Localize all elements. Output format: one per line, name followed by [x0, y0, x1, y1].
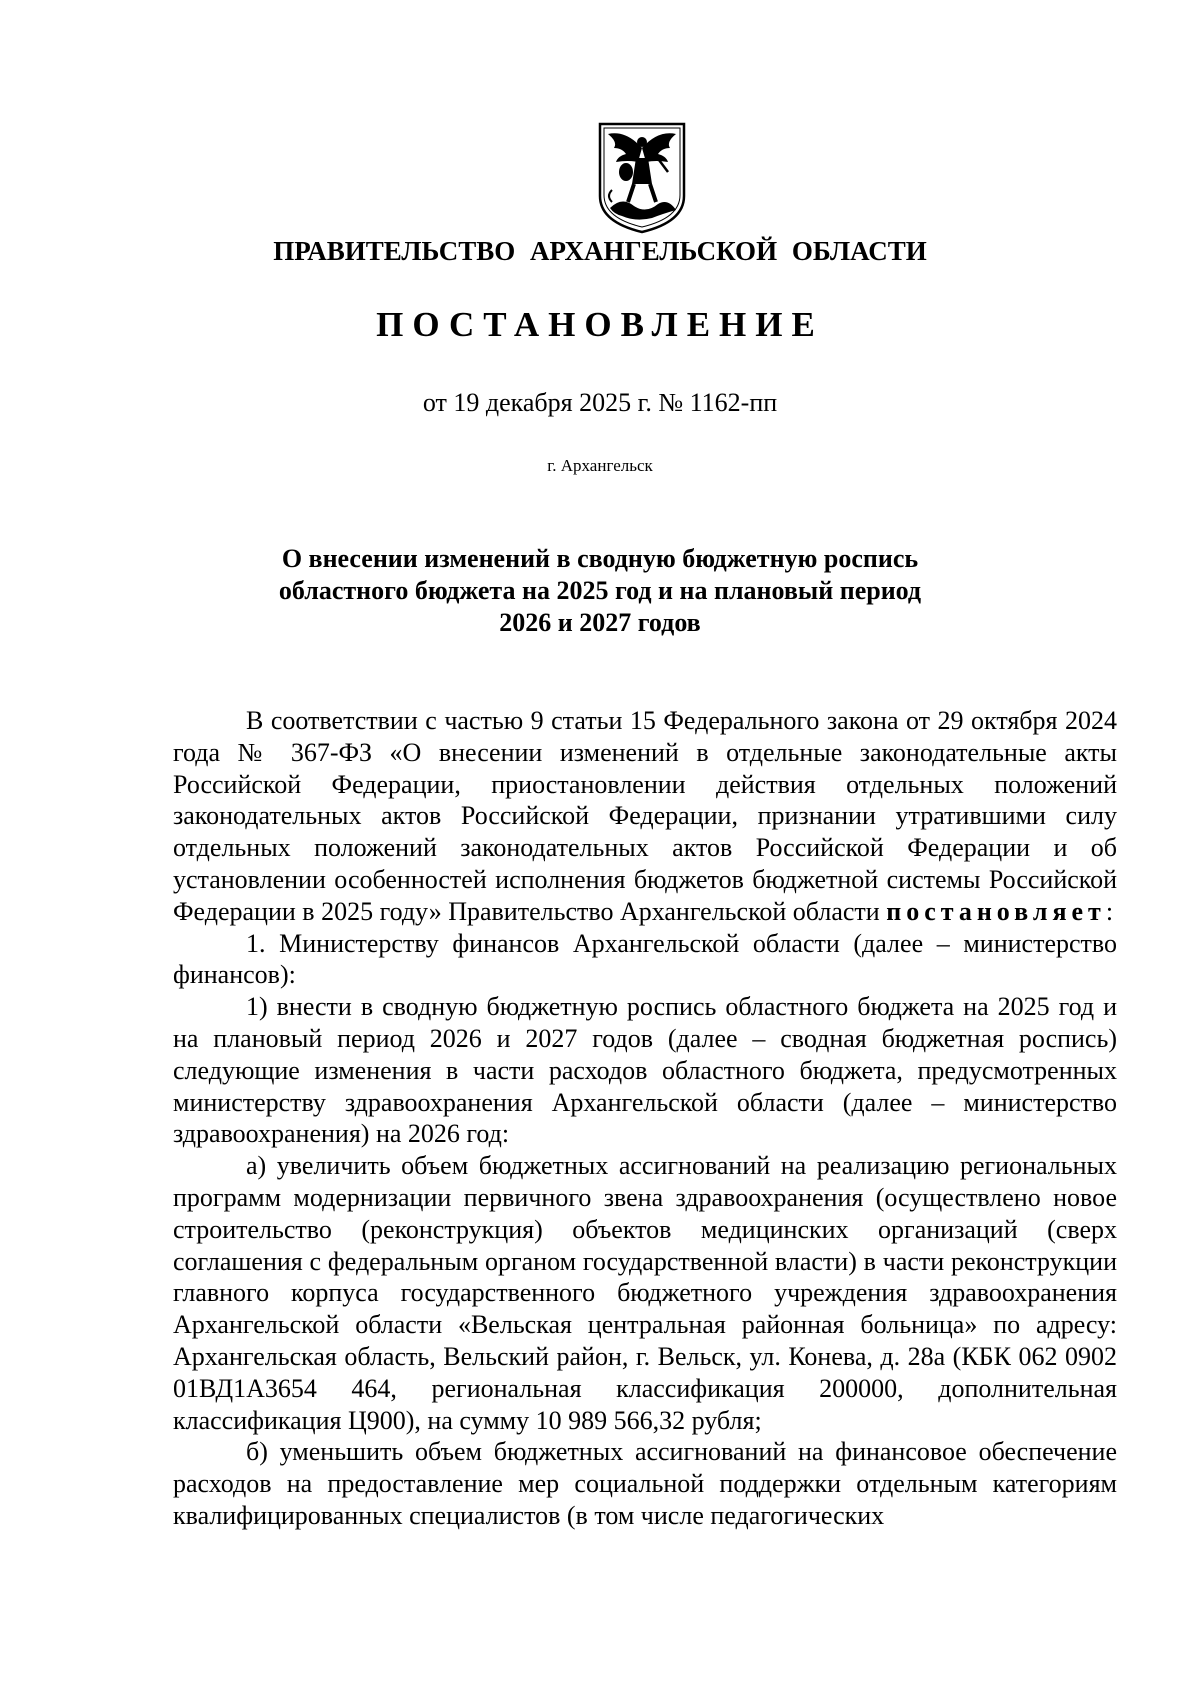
item-1-1-paragraph: 1) внести в сводную бюджетную роспись областного бюджета на 2025 год и на плановый период 2026 и 2027 годов (далее – сводная бюджетная роспись) следующие изменения в части расходов областного бюджета, предусмотренных министерству здравоохранения Архангельской области (далее – министерство здравоохранения) на 2026 год: — [173, 992, 1117, 1149]
document-title — [200, 543, 1000, 639]
preamble-text: В соответствии с частью 9 статьи 15 Федерального закона от 29 октября 2024 года № 367-ФЗ «О внесении изменений в отдельные законодательные акты Российской Федерации, приостановлении действия отдельных положений законодательных актов Российской Федерации, признании утратившими силу отдельных положений законодательных актов Российской Федерации и об установлении особенностей исполнения бюджетов бюджетной системы Российской Федерации в 2025 году» Правительство Архангельской области — [173, 706, 1117, 926]
organization-name: ПРАВИТЕЛЬСТВО АРХАНГЕЛЬСКОЙ ОБЛАСТИ — [273, 236, 927, 266]
document-title-line: областного бюджета на 2025 год и на плановый период — [278, 576, 922, 605]
preamble-paragraph — [173, 705, 1117, 928]
decree-colon: : — [1105, 896, 1114, 926]
arkhangelsk-coat-of-arms-icon — [592, 118, 692, 236]
document-title-line: О внесении изменений в сводную бюджетную роспись — [281, 544, 919, 573]
item-a-paragraph: а) увеличить объем бюджетных ассигнований на реализацию региональных программ модернизации первичного звена здравоохранения (осуществлено новое строительство (реконструкция) объектов медицинских организаций (сверх соглашения с федеральным органом государственной власти) в части реконструкции главного корпуса государственного бюджетного учреждения здравоохранения Архангельской области «Вельская центральная районная больница» по адресу: Архангельская область, Вельский район, г. Вельск, ул. Конева, д. 28а (КБК 062 0902 01ВД1А3654 464, региональная классификация 200000, дополнительная классификация Ц900), на сумму 10 989 566,32 рубля; — [173, 1151, 1117, 1435]
item-b-paragraph: б) уменьшить объем бюджетных ассигнований на финансовое обеспечение расходов на предоставление мер социальной поддержки отдельным категориям квалифицированных специалистов (в том числе педагогических — [173, 1437, 1117, 1530]
document-type: ПОСТАНОВЛЕНИЕ — [376, 305, 824, 344]
document-title-line: 2026 и 2027 годов — [499, 608, 701, 637]
document-body — [173, 705, 1117, 1532]
document-city: г. Архангельск — [547, 456, 653, 475]
item-1-paragraph: 1. Министерству финансов Архангельской области (далее – министерство финансов): — [173, 928, 1117, 990]
decree-word: постановляет — [886, 896, 1106, 926]
document-date-number: от 19 декабря 2025 г. № 1162-пп — [422, 388, 778, 417]
